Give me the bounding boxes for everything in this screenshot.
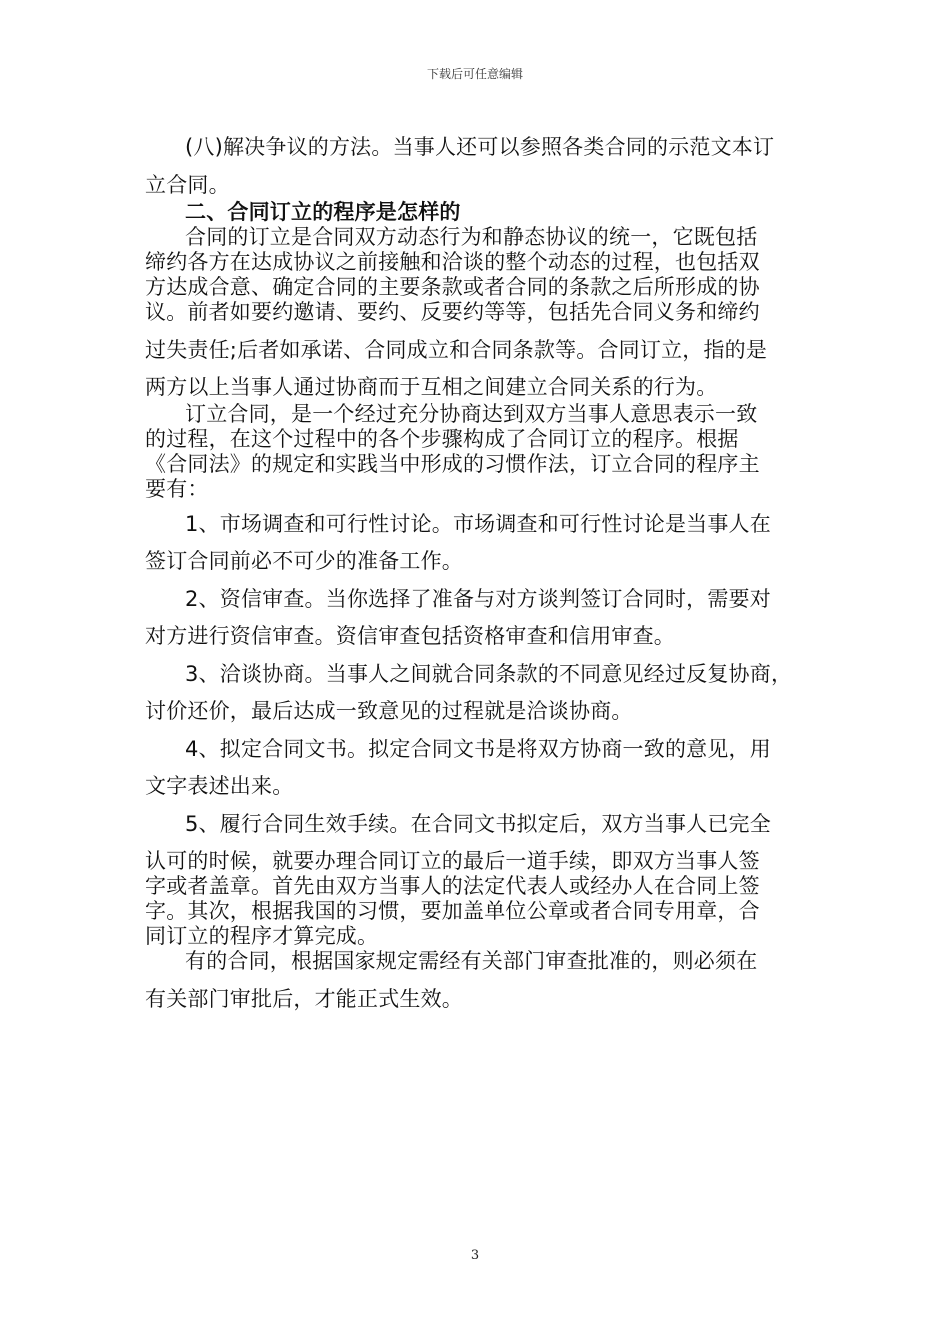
list-item: 3、洽谈协商。当事人之间就合同条款的不同意见经过反复协商， (185, 662, 793, 686)
text-line: 缔约各方在达成协议之前接触和洽谈的整个动态的过程，也包括双 (145, 250, 760, 274)
text-line: 字。其次，根据我国的习惯，要加盖单位公章或者合同专用章，合 (145, 899, 760, 923)
list-item: 1、市场调查和可行性讨论。市场调查和可行性讨论是当事人在 (185, 512, 771, 536)
text-line: 议。前者如要约邀请、要约、反要约等等，包括先合同义务和缔约 (145, 300, 760, 324)
text-line: 方达成合意、确定合同的主要条款或者合同的条款之后所形成的协 (145, 275, 760, 299)
text-line: 字或者盖章。首先由双方当事人的法定代表人或经办人在合同上签 (145, 874, 760, 898)
text-line: 文字表述出来。 (145, 774, 294, 798)
section-heading: 二、合同订立的程序是怎样的 (185, 200, 461, 224)
text-line: 订立合同，是一个经过充分协商达到双方当事人意思表示一致 (185, 402, 758, 426)
text-line: 的过程，在这个过程中的各个步骤构成了合同订立的程序。根据 (145, 427, 739, 451)
text-line: 认可的时候，就要办理合同订立的最后一道手续，即双方当事人签 (145, 849, 760, 873)
text-line: 对方进行资信审查。资信审查包括资格审查和信用审查。 (145, 624, 675, 648)
text-line: 过失责任;后者如承诺、合同成立和合同条款等。合同订立，指的是 (145, 338, 768, 362)
text-line: 两方以上当事人通过协商而于互相之间建立合同关系的行为。 (145, 375, 718, 399)
text-line: 《合同法》的规定和实践当中形成的习惯作法，订立合同的程序主 (145, 452, 760, 476)
text-line: 立合同。 (145, 173, 230, 197)
list-item: 2、资信审查。当你选择了准备与对方谈判签订合同时，需要对 (185, 587, 771, 611)
text-line: (八)解决争议的方法。当事人还可以参照各类合同的示范文本订 (185, 135, 775, 159)
text-line: 讨价还价，最后达成一致意见的过程就是洽谈协商。 (145, 699, 633, 723)
page-header: 下载后可任意编辑 (426, 67, 523, 81)
list-item: 5、履行合同生效手续。在合同文书拟定后，双方当事人已完全 (185, 812, 771, 836)
text-line: 同订立的程序才算完成。 (145, 924, 379, 948)
text-line: 要有： (145, 477, 209, 501)
text-line: 签订合同前必不可少的准备工作。 (145, 549, 463, 573)
page-number: 3 (470, 1248, 480, 1263)
text-line: 合同的订立是合同双方动态行为和静态协议的统一，它既包括 (185, 225, 758, 249)
list-item: 4、拟定合同文书。拟定合同文书是将双方协商一致的意见，用 (185, 737, 771, 761)
text-line: 有关部门审批后，才能正式生效。 (145, 987, 463, 1011)
text-line: 有的合同，根据国家规定需经有关部门审查批准的，则必须在 (185, 949, 758, 973)
